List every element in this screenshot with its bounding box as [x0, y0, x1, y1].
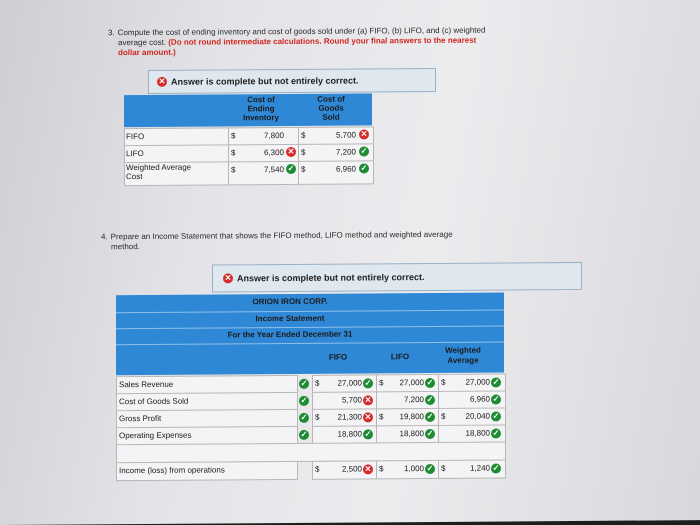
- amount-value: 1,240: [469, 463, 490, 473]
- instruction-text: dollar amount.): [118, 47, 176, 58]
- currency-symbol: $: [315, 412, 320, 422]
- currency-symbol: $: [315, 378, 320, 388]
- currency-symbol: $: [315, 464, 320, 474]
- question-number: 3.: [108, 28, 115, 38]
- amount-value: 18,800: [465, 428, 490, 438]
- check-circle-icon: ✓: [364, 429, 372, 439]
- x-circle-icon: ✕: [158, 76, 166, 86]
- header-line: Average: [447, 355, 479, 365]
- statement-period: For the Year Ended December 31: [227, 329, 353, 340]
- check-circle-icon: ✓: [300, 429, 308, 439]
- currency-symbol: $: [301, 164, 306, 174]
- row-label: Sales Revenue: [119, 379, 174, 390]
- currency-symbol: $: [441, 463, 446, 473]
- header-line: Weighted: [445, 345, 481, 355]
- row-label: Cost of Goods Sold: [119, 396, 189, 407]
- check-circle-icon: ✓: [426, 377, 434, 388]
- currency-symbol: $: [231, 131, 236, 141]
- answer-status-banner: [148, 68, 436, 94]
- check-circle-icon: ✓: [300, 395, 308, 405]
- row-label: Weighted Average: [126, 162, 192, 173]
- cogs-value: 5,700: [335, 130, 356, 140]
- question-3: [108, 25, 558, 58]
- check-circle-icon: ✓: [426, 394, 434, 405]
- column-header-weighted-average: [436, 346, 490, 366]
- question-number: 4.: [101, 232, 108, 242]
- answer-status-banner: [212, 262, 582, 293]
- row-label: Cost: [126, 172, 143, 182]
- cogs-value: 7,200: [335, 147, 356, 157]
- header-line: Ending: [247, 104, 275, 114]
- currency-symbol: $: [441, 411, 446, 421]
- column-header-cogs: [306, 95, 356, 122]
- amount-value: 5,700: [341, 395, 362, 405]
- amount-value: 27,000: [399, 378, 424, 388]
- question-text: method.: [111, 242, 140, 252]
- inventory-value: 7,540: [263, 165, 284, 175]
- amount-value: 20,040: [465, 411, 490, 421]
- row-label: FIFO: [126, 131, 145, 142]
- header-line: Sold: [322, 112, 340, 122]
- check-circle-icon: ✓: [492, 411, 500, 421]
- check-circle-icon: ✓: [426, 463, 434, 474]
- amount-value: 1,000: [403, 464, 424, 474]
- question-text: Compute the cost of ending inventory and cost of goods sold under (a) FIFO, (b) LIFO, and (c) weighted: [117, 25, 486, 38]
- header-line: Inventory: [242, 113, 279, 123]
- check-circle-icon: ✓: [360, 146, 368, 156]
- check-circle-icon: ✓: [300, 412, 308, 422]
- currency-symbol: $: [379, 464, 384, 474]
- currency-symbol: $: [379, 378, 384, 388]
- column-header-ending-inventory: [236, 95, 286, 122]
- amount-value: 6,960: [469, 394, 490, 404]
- inventory-value: 6,300: [263, 148, 284, 158]
- currency-symbol: $: [231, 165, 236, 175]
- amount-value: 27,000: [337, 378, 362, 388]
- row-label: Operating Expenses: [119, 430, 192, 441]
- check-circle-icon: ✓: [492, 377, 500, 387]
- check-circle-icon: ✓: [492, 428, 500, 438]
- header-line: Cost of: [247, 95, 275, 105]
- question-4: [101, 229, 551, 252]
- amount-value: 19,800: [399, 412, 424, 422]
- check-circle-icon: ✓: [364, 378, 372, 388]
- amount-value: 2,500: [341, 464, 362, 474]
- amount-value: 7,200: [403, 395, 424, 405]
- row-label: Gross Profit: [119, 413, 162, 424]
- header-line: Goods: [318, 103, 344, 113]
- check-circle-icon: ✓: [360, 163, 368, 173]
- column-header-fifo: FIFO: [328, 352, 348, 362]
- x-circle-icon: ✕: [364, 412, 372, 422]
- check-circle-icon: ✓: [300, 378, 308, 388]
- check-circle-icon: ✓: [426, 411, 434, 422]
- header-line: Cost of: [317, 94, 345, 104]
- x-circle-icon: ✕: [360, 129, 368, 139]
- column-header-lifo: LIFO: [390, 352, 410, 362]
- row-label: LIFO: [126, 148, 144, 159]
- banner-text: Answer is complete but not entirely correct.: [171, 75, 359, 87]
- check-circle-icon: ✓: [492, 394, 500, 404]
- check-circle-icon: ✓: [426, 428, 434, 439]
- question-text: average cost.: [118, 37, 167, 48]
- x-circle-icon: ✕: [287, 146, 295, 156]
- amount-value: 18,800: [399, 429, 424, 439]
- cogs-value: 6,960: [335, 164, 356, 174]
- currency-symbol: $: [379, 412, 384, 422]
- amount-value: 21,300: [337, 412, 362, 422]
- instruction-text: (Do not round intermediate calculations. Round your final answers to the nearest: [168, 35, 477, 47]
- company-name: ORION IRON CORP.: [252, 296, 328, 307]
- inventory-value: 7,800: [263, 131, 284, 141]
- statement-title: Income Statement: [255, 313, 325, 324]
- currency-symbol: $: [301, 130, 306, 140]
- check-circle-icon: ✓: [287, 163, 295, 173]
- amount-value: 18,800: [337, 429, 362, 439]
- row-label: Income (loss) from operations: [119, 465, 225, 476]
- x-circle-icon: ✕: [224, 273, 232, 283]
- x-circle-icon: ✕: [364, 464, 372, 474]
- currency-symbol: $: [301, 147, 306, 157]
- amount-value: 27,000: [465, 377, 490, 387]
- x-circle-icon: ✕: [364, 395, 372, 405]
- currency-symbol: $: [231, 148, 236, 158]
- banner-text: Answer is complete but not entirely correct.: [237, 272, 425, 284]
- currency-symbol: $: [441, 377, 446, 387]
- check-circle-icon: ✓: [492, 463, 500, 473]
- question-text: Prepare an Income Statement that shows the FIFO method, LIFO method and weighted average: [110, 229, 453, 242]
